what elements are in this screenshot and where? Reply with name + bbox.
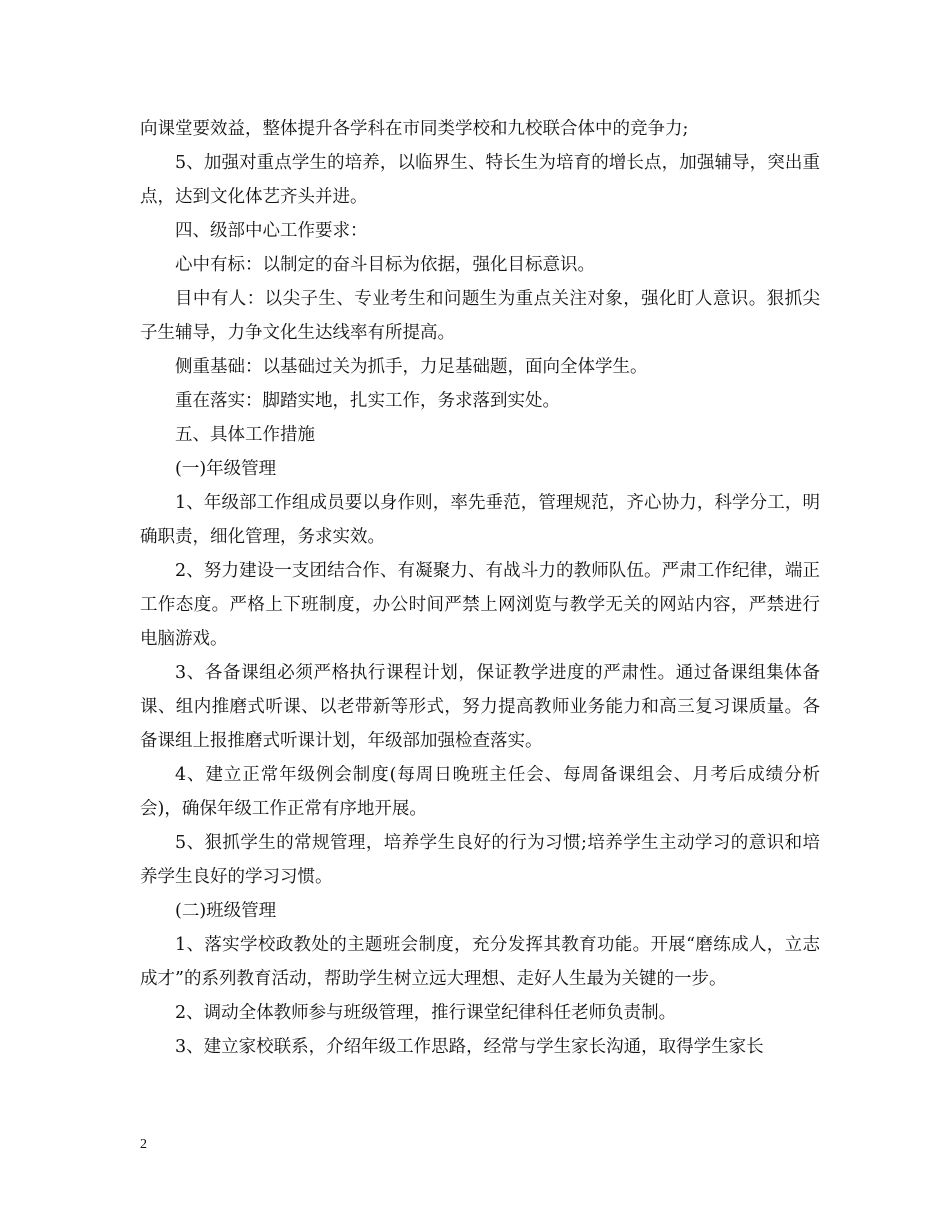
section-heading: 五、具体工作措施 — [175, 425, 315, 445]
paragraph: 2、调动全体教师参与班级管理，推行课堂纪律科任老师负责制。 — [175, 1003, 677, 1023]
paragraph: 5、加强对重点学生的培养，以临界生、特长生为培育的增长点，加强辅导，突出重点，达到文化体艺齐头并进。 — [140, 153, 820, 207]
paragraph: 1、落实学校政教处的主题班会制度，充分发挥其教育功能。开展“磨练成人，立志成才”的系列教育活动，帮助学生树立远大理想、走好人生最为关键的一步。 — [140, 935, 820, 989]
paragraph: 向课堂要效益，整体提升各学科在市同类学校和九校联合体中的竞争力; — [140, 119, 689, 139]
paragraph: 4、建立正常年级例会制度(每周日晚班主任会、每周备课组会、月考后成绩分析会)，确保年级工作正常有序地开展。 — [140, 765, 820, 819]
section-heading: 四、级部中心工作要求： — [175, 221, 368, 241]
paragraph: 1、年级部工作组成员要以身作则，率先垂范，管理规范，齐心协力，科学分工，明确职责，细化管理，务求实效。 — [140, 493, 820, 547]
paragraph: 3、各备课组必须严格执行课程计划，保证教学进度的严肃性。通过备课组集体备课、组内推磨式听课、以老带新等形式，努力提高教师业务能力和高三复习课质量。各备课组上报推磨式听课计划，年级部加强检查落实。 — [140, 663, 820, 751]
paragraph: 侧重基础：以基础过关为抓手，力足基础题，面向全体学生。 — [175, 357, 648, 377]
paragraph: 重在落实：脚踏实地，扎实工作，务求落到实处。 — [175, 391, 560, 411]
body-text — [140, 112, 820, 1064]
paragraph: 3、建立家校联系，介绍年级工作思路，经常与学生家长沟通，取得学生家长 — [175, 1037, 764, 1057]
paragraph: 2、努力建设一支团结合作、有凝聚力、有战斗力的教师队伍。严肃工作纪律，端正工作态度。严格上下班制度，办公时间严禁上网浏览与教学无关的网站内容，严禁进行电脑游戏。 — [140, 561, 820, 649]
paragraph: 目中有人：以尖子生、专业考生和问题生为重点关注对象，强化盯人意识。狠抓尖子生辅导，力争文化生达线率有所提高。 — [140, 289, 820, 343]
paragraph: 5、狠抓学生的常规管理，培养学生良好的行为习惯;培养学生主动学习的意识和培养学生良好的学习习惯。 — [140, 833, 820, 887]
page-number: 2 — [140, 1137, 147, 1152]
paragraph: 心中有标：以制定的奋斗目标为依据，强化目标意识。 — [175, 255, 595, 275]
subsection-heading: (一)年级管理 — [175, 459, 277, 479]
subsection-heading: (二)班级管理 — [175, 901, 277, 921]
